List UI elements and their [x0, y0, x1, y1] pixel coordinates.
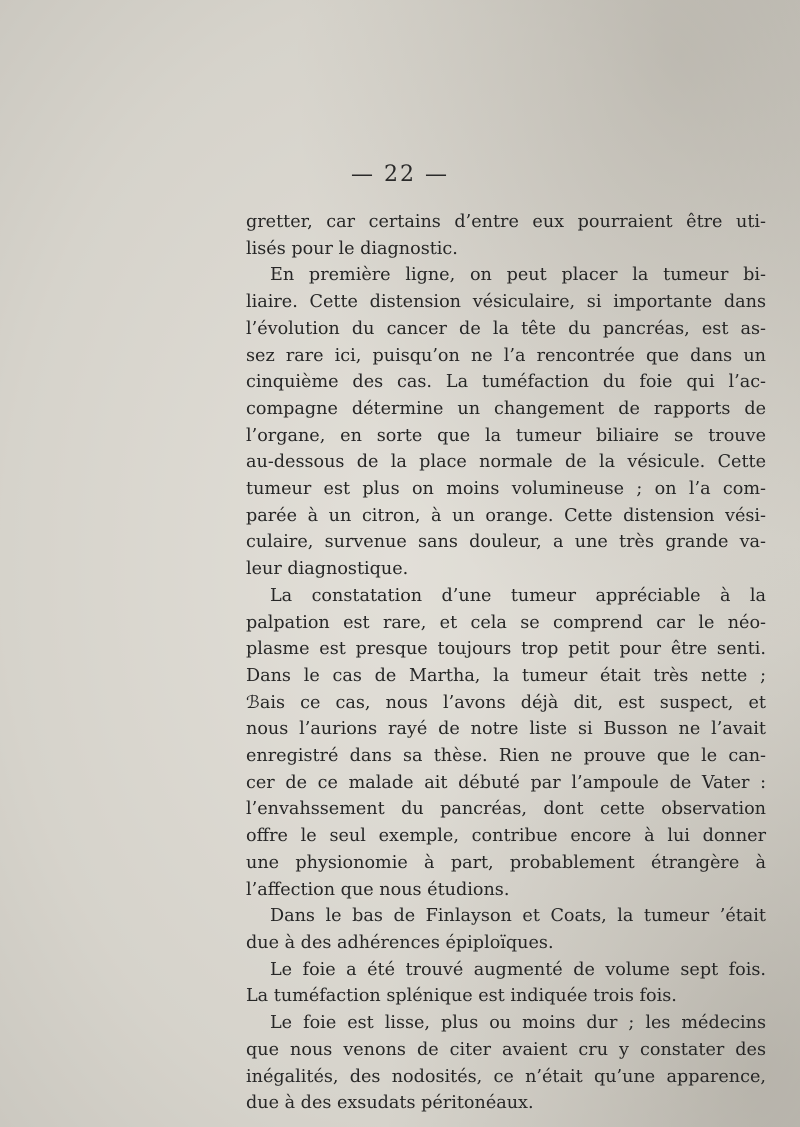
text-line: que nous venons de citer avaient cru y constater des — [246, 1039, 766, 1060]
text-line: due à des adhérences épiploïques. — [246, 932, 554, 953]
text-line: cinquième des cas. La tuméfaction du foie qui l’ac- — [246, 372, 766, 393]
text-line: offre le seul exemple, contribue encore à lui donner — [246, 826, 766, 847]
text-line: l’affection que nous étudions. — [246, 879, 510, 900]
page-number: — 22 — — [351, 162, 449, 187]
text-line: l’envahssement du pancréas, dont cette observation — [246, 799, 766, 820]
text-line: l’organe, en sorte que la tumeur biliaire se trouve — [246, 425, 766, 446]
text-line: Dans le cas de Martha, la tumeur était très nette ; — [246, 665, 766, 686]
text-line: palpation est rare, et cela se comprend car le néo- — [246, 612, 766, 633]
text-line: enregistré dans sa thèse. Rien ne prouve que le can- — [246, 746, 766, 767]
text-line: parée à un citron, à un orange. Cette distension vési- — [246, 505, 766, 526]
text-line: lisés pour le diagnostic. — [246, 238, 458, 259]
text-line: au-dessous de la place normale de la vésicule. Cette — [246, 452, 766, 473]
text-line: leur diagnostique. — [246, 559, 409, 580]
text-line: liaire. Cette distension vésiculaire, si importante dans — [246, 292, 766, 313]
text-line: En première ligne, on peut placer la tumeur bi- — [270, 265, 766, 286]
text-line: due à des exsudats péritonéaux. — [246, 1093, 534, 1114]
body-text — [246, 209, 766, 1117]
text-line: l’évolution du cancer de la tête du pancréas, est as- — [246, 318, 766, 339]
text-line: Dans le bas de Finlayson et Coats, la tumeur ’était — [270, 906, 766, 927]
text-line: gretter, car certains d’entre eux pourraient être uti- — [246, 212, 766, 232]
text-line: Le foie est lisse, plus ou moins dur ; les médecins — [270, 1013, 766, 1034]
text-line: compagne détermine un changement de rapports de — [246, 398, 766, 419]
text-line: Le foie a été trouvé augmenté de volume sept fois. — [270, 959, 766, 980]
text-line: culaire, survenue sans douleur, a une très grande va- — [246, 532, 766, 553]
text-line: ℬais ce cas, nous l’avons déjà dit, est suspect, et — [246, 692, 766, 713]
text-line: La constatation d’une tumeur appréciable à la — [270, 585, 766, 606]
text-line: nous l’aurions rayé de notre liste si Busson ne l’avait — [246, 719, 766, 740]
text-line: inégalités, des nodosités, ce n’était qu’une apparence, — [246, 1066, 766, 1087]
text-line: plasme est presque toujours trop petit pour être senti. — [246, 639, 766, 660]
text-line: une physionomie à part, probablement étrangère à — [246, 852, 766, 873]
text-line: La tuméfaction splénique est indiquée trois fois. — [246, 986, 677, 1007]
text-line: sez rare ici, puisqu’on ne l’a rencontrée que dans un — [246, 345, 766, 366]
text-line: cer de ce malade ait débuté par l’ampoule de Vater : — [246, 772, 766, 793]
text-line: tumeur est plus on moins volumineuse ; on l’a com- — [246, 479, 766, 500]
